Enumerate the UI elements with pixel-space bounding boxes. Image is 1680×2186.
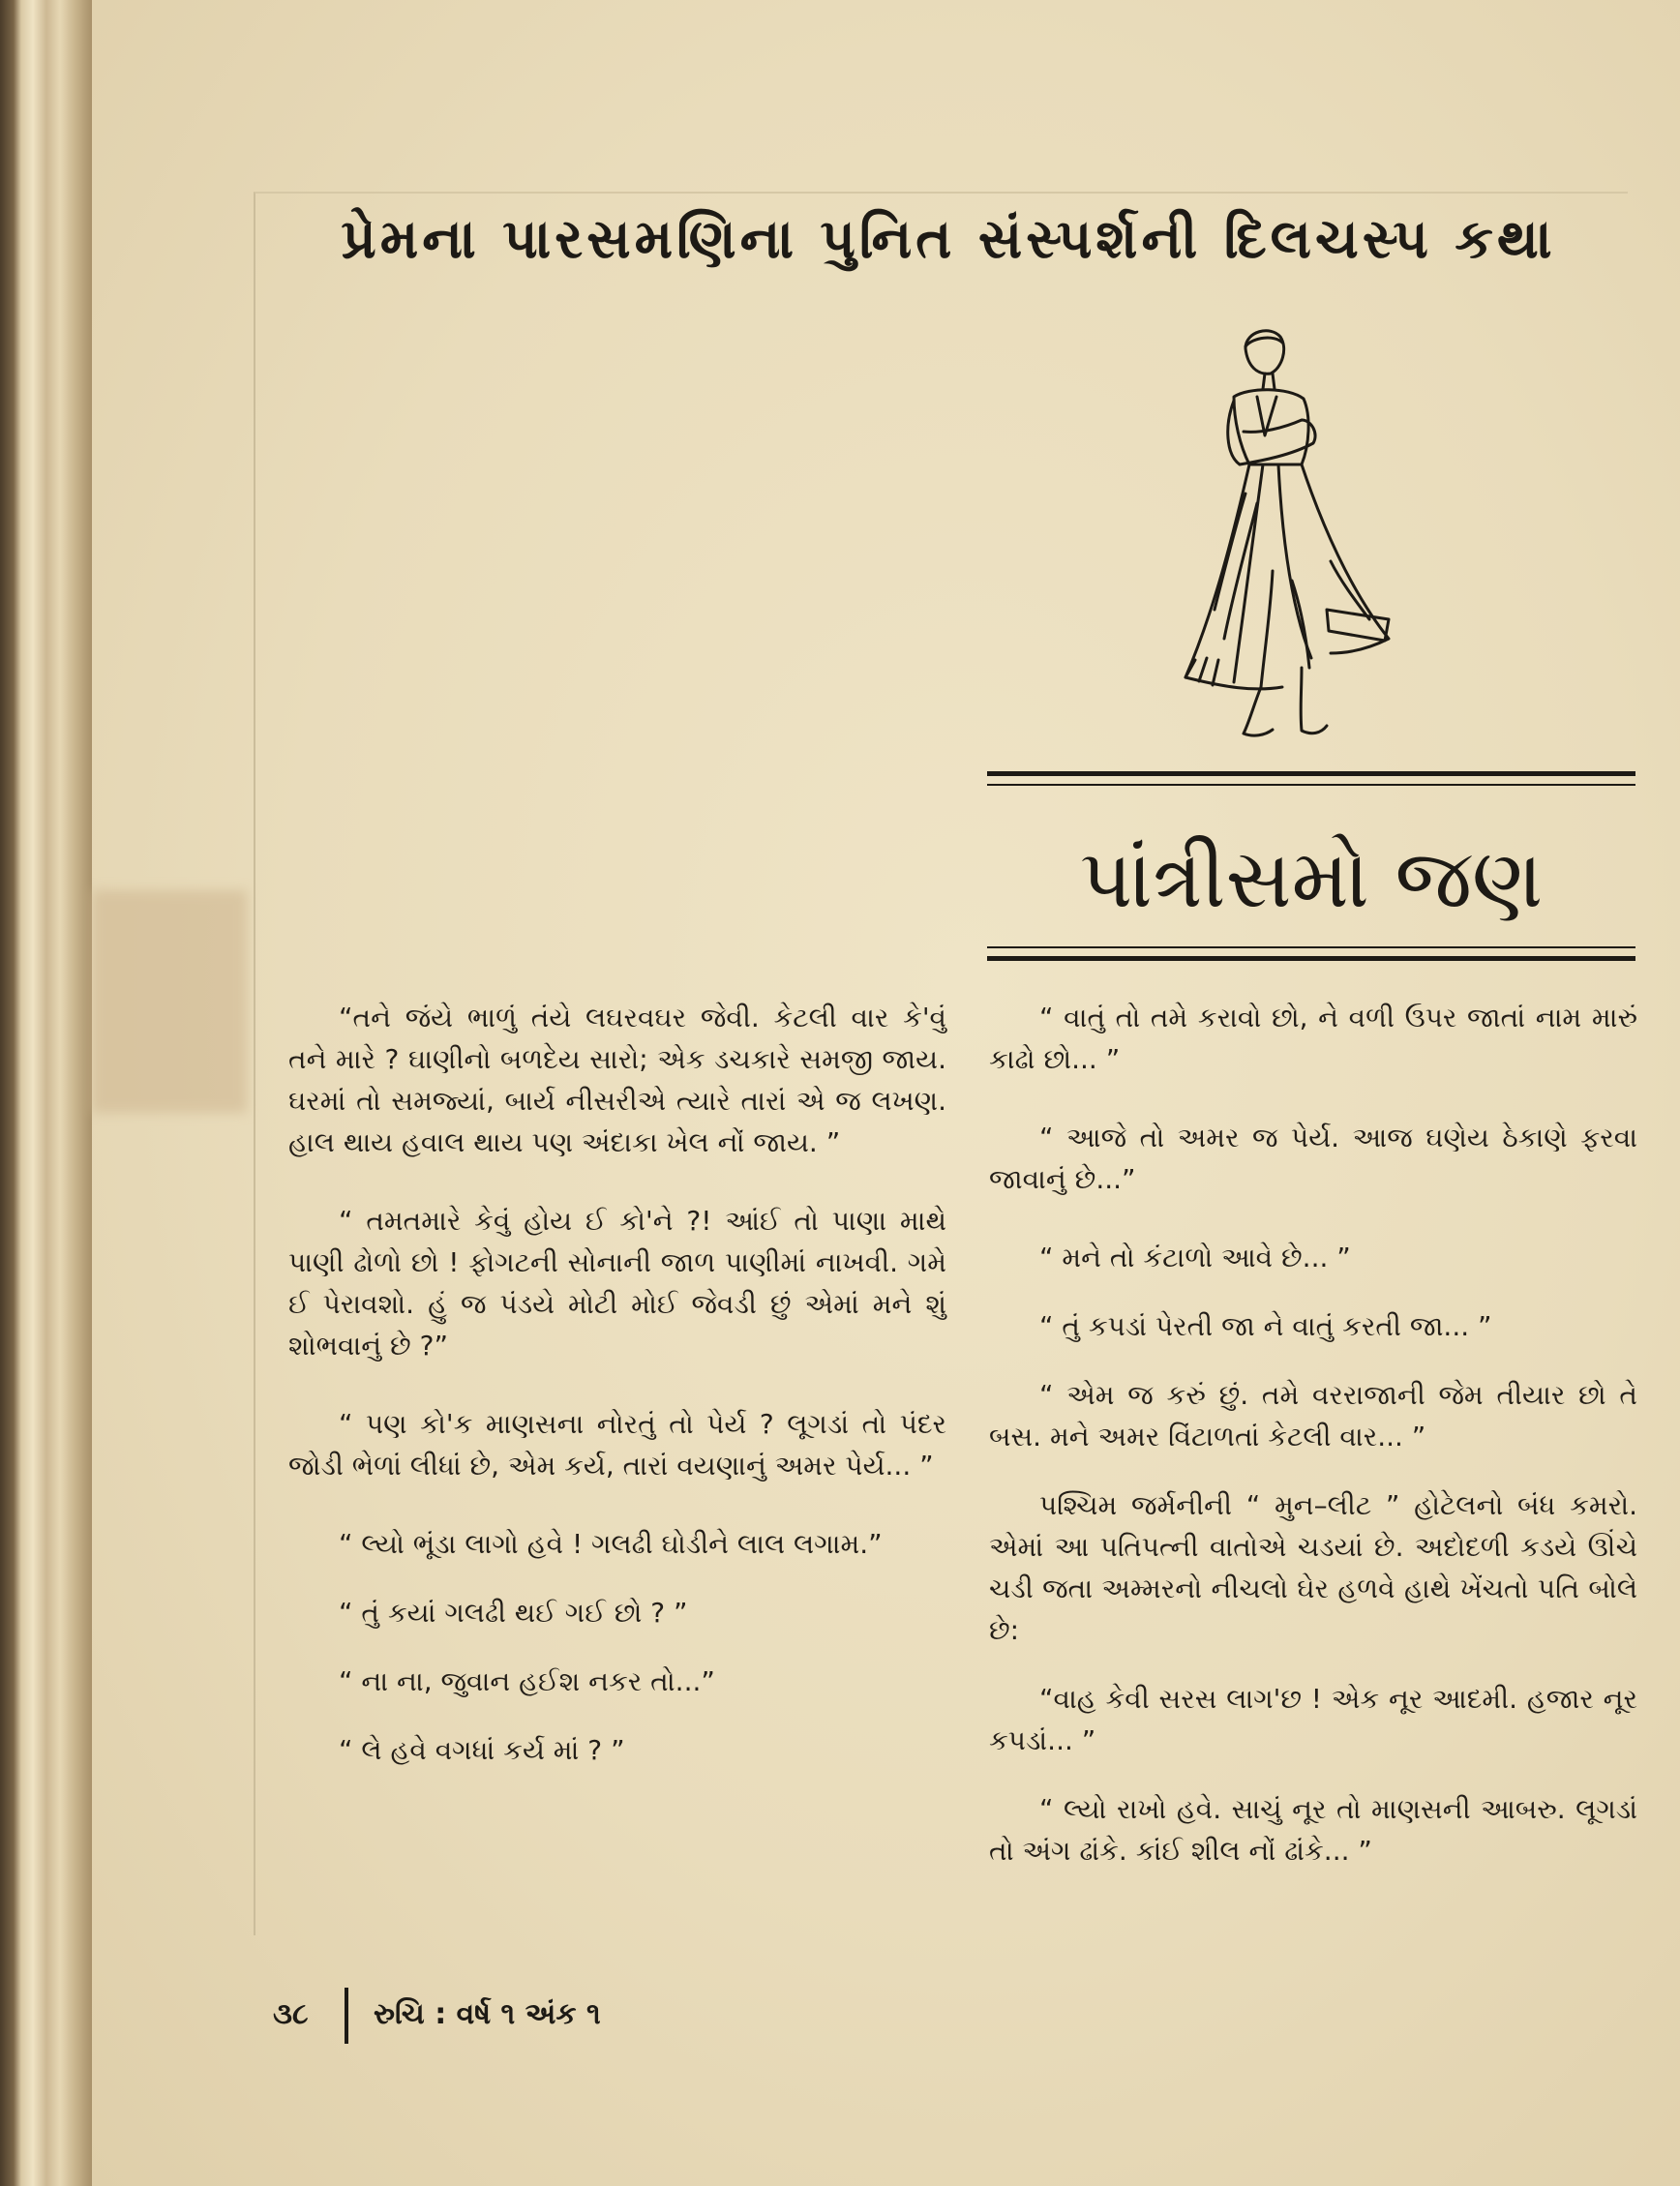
paragraph: “ એમ જ કરું છું. તમે વરરાજાની જેમ તીયાર છો તે બસ. મને અમર વિંટાળતાં કેટલી વાર... ” [989, 1379, 1637, 1452]
left-text-column [288, 997, 946, 1798]
paragraph: “ આજે તો અમર જ પેર્ય. આજ ઘણેય ઠેકાણે ફરવા જાવાનું છે...” [989, 1122, 1637, 1195]
paragraph: “ મને તો કંટાળો આવે છે... ” [1039, 1242, 1351, 1273]
paragraph: “ વાતું તો તમે કરાવો છો, ને વળી ઉપર જાતાં નામ મારું કાઢો છો... ” [989, 1002, 1637, 1075]
paragraph: “ લ્યો રાખો હવે. સાચું નૂર તો માણસની આબરુ. લૂગડાં તો અંગ ઢાંકે. કાંઈ શીલ નોં ઢાંકે... ” [989, 1793, 1637, 1867]
paragraph: “ લ્યો ભૂંડા લાગો હવે ! ગલઢી ઘોડીને લાલ લગામ.” [339, 1528, 883, 1560]
right-text-column [989, 997, 1637, 1899]
book-page-edges [0, 0, 92, 2186]
paragraph: પશ્ચિમ જર્મનીની “ મુન–લીટ ” હોટેલનો બંધ કમરો. એમાં આ પતિપત્ની વાતોએ ચડયાં છે. અદોદળી કડયે ઊંચે ચડી જતા અમ્મરનો નીચલો ઘેર હળવે હાથે ખેંચતો પતિ બોલે છે: [989, 1489, 1637, 1646]
paper-stain [92, 890, 247, 1113]
story-title: પાંત્રીસમો જણ [1079, 831, 1544, 926]
title-rule-top [987, 771, 1635, 776]
paragraph: “ તું કપડાં પેરતી જા ને વાતું કરતી જા... ” [1039, 1310, 1492, 1342]
title-rule-bottom-thin [987, 946, 1635, 948]
magazine-issue: રુચિ : વર્ષ ૧ અંક ૧ [374, 1997, 601, 2031]
story-headline: પ્રેમના પારસમણિના પુનિત સંસ્પર્શની દિલચસ્પ કથા [341, 208, 1556, 271]
paragraph: “ તમતમારે કેવું હોય ઈ કો'ને ?! આંઈ તો પાણા માથે પાણી ઢોળો છો ! ફોગટની સોનાની જાળ પાણીમાં નાખવી. ગમે ઈ પેરાવશો. હું જ પંડયે મોટી મોઈ જેવડી છું એમાં મને શું શોભવાનું છે ?” [288, 1205, 946, 1362]
title-rule-bottom [987, 956, 1635, 961]
paragraph: “ તું કયાં ગલઢી થઈ ગઈ છો ? ” [339, 1597, 688, 1629]
footer-divider [345, 1988, 348, 2044]
title-rule-top-thin [987, 784, 1635, 786]
paragraph: “ ના ના, જુવાન હઈશ નકર તો...” [339, 1665, 715, 1697]
couple-illustration [1156, 319, 1408, 745]
paragraph: “તને જંયે ભાળું તંયે લઘરવઘર જેવી. કેટલી વાર કે'વું તને મારે ? ઘાણીનો બળદેય સારો; એક ડચકારે સમજી જાય. ઘરમાં તો સમજ્યાં, બાર્ય નીસરીએ ત્યારે તારાં એ જ લખણ. હાલ થાય હવાલ થાય પણ અંદાકા ખેલ નોં જાય. ” [288, 1002, 946, 1158]
paragraph: “ લે હવે વગધાં કર્ય માં ? ” [339, 1734, 625, 1766]
page-number: ૩૮ [273, 1997, 309, 2031]
paragraph: “ પણ કો'ક માણસના નોરતું તો પેર્ય ? લૂગડાં તો પંદર જોડી ભેળાં લીધાં છે, એમ કર્ય, તારાં વયણાનું અમર પેર્ય... ” [288, 1408, 946, 1482]
paragraph: “વાહ કેવી સરસ લાગ'છ ! એક નૂર આદમી. હજાર નૂર કપડાં... ” [989, 1683, 1637, 1756]
page-footer [273, 1986, 601, 2044]
